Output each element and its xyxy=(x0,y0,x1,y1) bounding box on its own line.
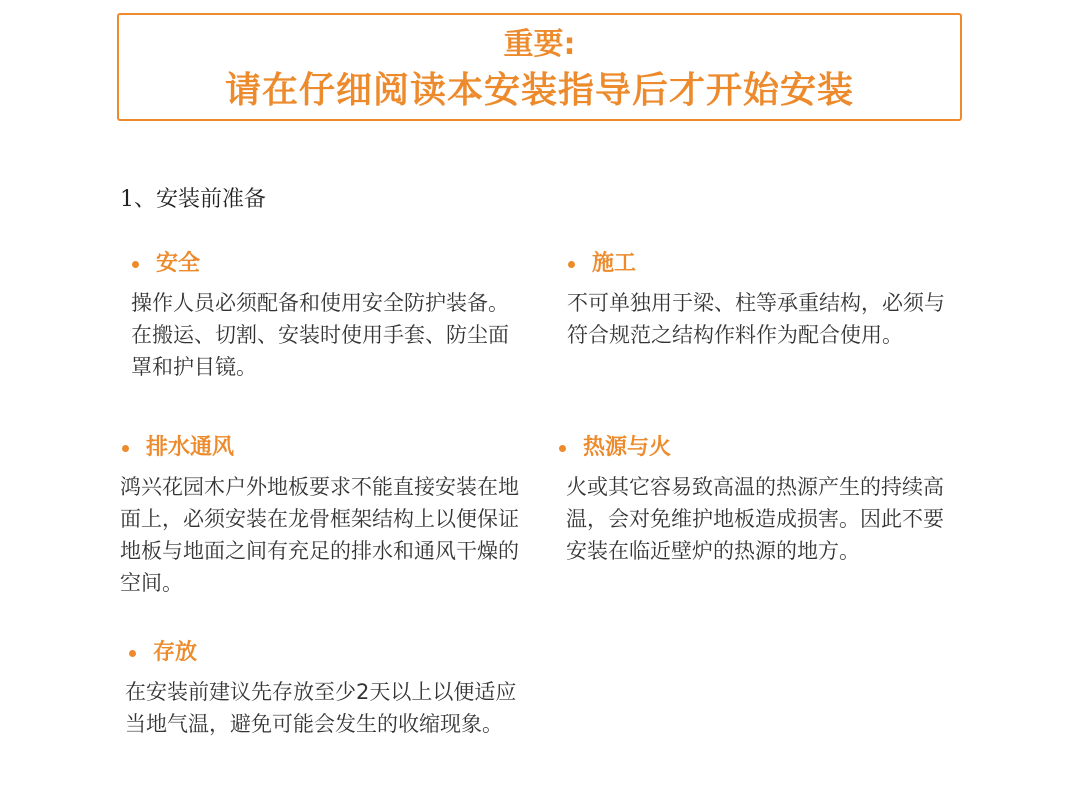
item-title xyxy=(564,249,959,279)
important-notice-box xyxy=(117,13,962,121)
item-title xyxy=(555,433,959,463)
item-storage xyxy=(125,638,535,740)
bullet-icon xyxy=(129,650,136,657)
item-body: 不可单独用于梁、柱等承重结构，必须与符合规范之结构作料作为配合使用。 xyxy=(567,291,945,347)
item-title-label: 热源与火 xyxy=(583,435,672,460)
notice-heading: 重要: xyxy=(503,27,576,62)
item-title-label: 施工 xyxy=(592,251,637,276)
item-body: 在安装前建议先存放至少2天以上以便适应当地气温，避免可能会发生的收缩现象。 xyxy=(125,680,517,736)
item-title-label: 安全 xyxy=(156,251,201,276)
item-safety xyxy=(128,249,528,383)
notice-text: 请在仔细阅读本安装指导后才开始安装 xyxy=(224,70,854,111)
item-body: 鸿兴花园木户外地板要求不能直接安装在地面上，必须安装在龙骨框架结构上以便保证地板与地面之间有充足的排水和通风干燥的空间。 xyxy=(120,475,519,595)
bullet-icon xyxy=(559,445,566,452)
bullet-icon xyxy=(122,445,129,452)
item-title-label: 排水通风 xyxy=(146,435,235,460)
bullet-icon xyxy=(568,261,575,268)
item-construction xyxy=(564,249,959,351)
section-title: 1、安装前准备 xyxy=(120,187,266,212)
item-heat-fire xyxy=(555,433,959,567)
item-title xyxy=(118,433,536,463)
item-title xyxy=(125,638,535,668)
item-body: 火或其它容易致高温的热源产生的持续高温，会对免维护地板造成损害。因此不要安装在临近壁炉的热源的地方。 xyxy=(566,475,944,563)
bullet-icon xyxy=(132,261,139,268)
item-body: 操作人员必须配备和使用安全防护装备。在搬运、切割、安装时使用手套、防尘面罩和护目镜。 xyxy=(131,291,509,379)
item-title-label: 存放 xyxy=(153,640,198,665)
item-drainage-ventilation xyxy=(118,433,536,599)
item-title xyxy=(128,249,528,279)
